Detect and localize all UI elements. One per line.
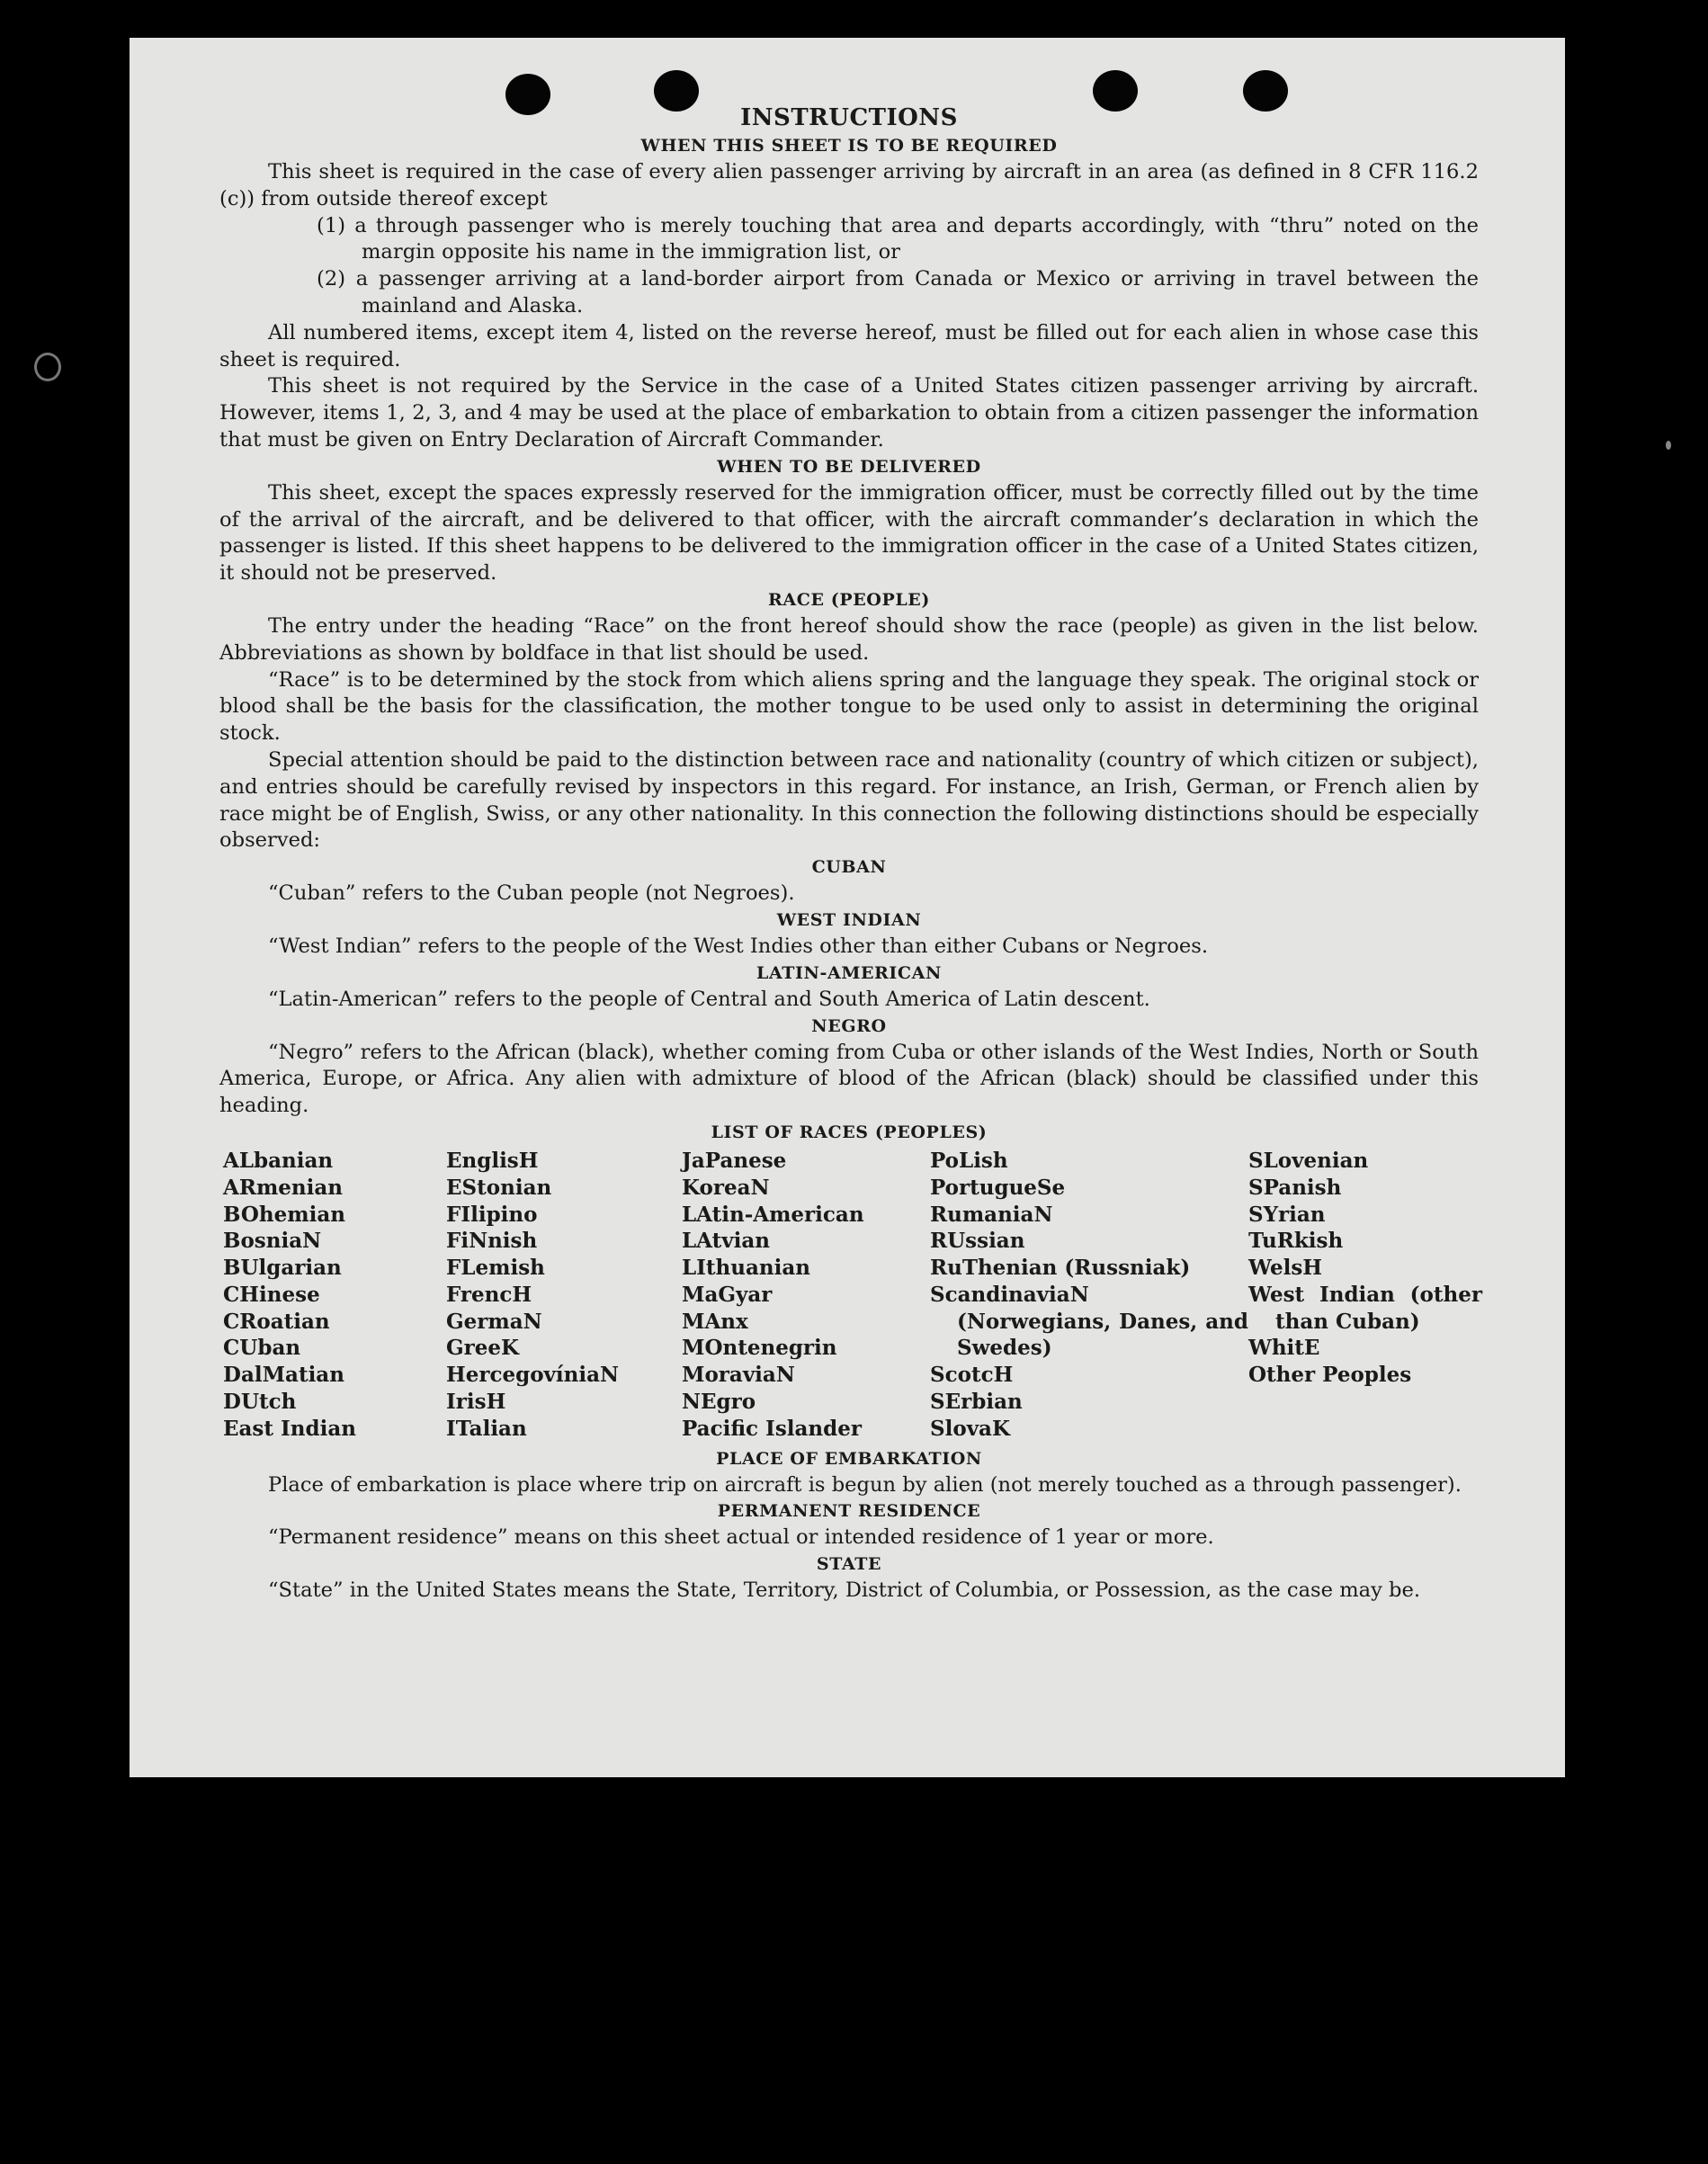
race-item: MoraviaN — [682, 1363, 795, 1388]
delivered-paragraph: This sheet, except the spaces expressly reserved for the immigration officer, must be correctly filled out by the time of the arrival of the aircraft, and be delivered to that officer, with the aircraft commander’s declaration in which the passenger is listed. If this sheet happens to be delivered to the immigration officer in the case of a United States citizen, it should not be preserved. — [219, 480, 1479, 586]
race-item: Pacific Islander — [682, 1416, 862, 1441]
race-item: DalMatian — [223, 1363, 344, 1388]
race-item: CUban — [223, 1336, 301, 1361]
required-item-2: (2) a passenger arriving at a land-border airport from Canada or Mexico or arriving in travel between the mainland and Alaska. — [317, 267, 1479, 317]
heading-state: STATE — [816, 1554, 882, 1575]
race-item: ScandinaviaN (Norwegians, Danes, and Swedes) — [930, 1282, 1248, 1361]
heading-latin-american: LATIN-AMERICAN — [756, 962, 942, 983]
required-intro: This sheet is required in the case of every alien passenger arriving by aircraft in an area (as defined in 8 CFR 116.2 (c)) from outside thereof except — [219, 160, 1479, 210]
race-item: ALbanian — [223, 1148, 334, 1173]
heading-cuban: CUBAN — [811, 857, 887, 878]
race-item: ScotcH — [930, 1363, 1014, 1388]
race-item: PortugueSe — [930, 1175, 1066, 1200]
race-item: RuThenian (Russniak) — [930, 1256, 1191, 1281]
heading-when-required: WHEN THIS SHEET IS TO BE REQUIRED — [640, 136, 1058, 156]
heading-race: RACE (PEOPLE) — [768, 589, 930, 610]
race-item: TuRkish — [1248, 1229, 1344, 1254]
race-item: ARmenian — [223, 1175, 344, 1200]
negro-definition: “Negro” refers to the African (black), whether coming from Cuba or other islands of the West Indies, North or South America, Europe, or Africa. Any alien with admixture of blood of the African (black) should be classified under this heading. — [219, 1040, 1479, 1118]
race-item: ITalian — [446, 1416, 527, 1441]
required-item-1: (1) a through passenger who is merely touching that area and departs accordingly, with “thru” noted on the margin opposite his name in the immigration list, or — [317, 213, 1479, 264]
races-list — [223, 1148, 1482, 1443]
race-item: WelsH — [1248, 1256, 1323, 1281]
required-paragraph-2: All numbered items, except item 4, listed on the reverse hereof, must be filled out for each alien in whose case this sheet is required. — [219, 320, 1479, 371]
race-item: PoLish — [930, 1148, 1008, 1173]
race-item: BosniaN — [223, 1229, 322, 1254]
race-item: LAtvian — [682, 1229, 770, 1254]
heading-place-of-embarkation: PLACE OF EMBARKATION — [716, 1448, 982, 1469]
heading-permanent-residence: PERMANENT RESIDENCE — [717, 1501, 981, 1522]
race-item: Other Peoples — [1248, 1363, 1412, 1388]
race-paragraph-1: The entry under the heading “Race” on the front hereof should show the race (people) as given in the list below. Abbreviations as shown by boldface in that list should be used. — [219, 613, 1479, 665]
race-item: East Indian — [223, 1416, 356, 1441]
embarkation-definition: Place of embarkation is place where trip on aircraft is begun by alien (not merely touched as a through passenger). — [268, 1472, 1462, 1497]
race-item: FLemish — [446, 1256, 545, 1281]
race-item: LAtin-American — [682, 1202, 864, 1227]
heading-negro: NEGRO — [811, 1015, 887, 1036]
races-column-2 — [446, 1148, 682, 1443]
race-paragraph-2: “Race” is to be determined by the stock from which aliens spring and the language they speak. The original stock or blood shall be the basis for the classification, the mother tongue to be used only to assist in determining the original stock. — [219, 667, 1479, 746]
races-column-5 — [1248, 1148, 1482, 1443]
scan-speck-right — [1666, 441, 1671, 450]
race-item: DUtch — [223, 1390, 297, 1415]
race-item: FIlipino — [446, 1202, 538, 1227]
race-item: SPanish — [1248, 1175, 1342, 1200]
heading-list-of-races: LIST OF RACES (PEOPLES) — [711, 1122, 988, 1142]
race-item: MAnx — [682, 1309, 748, 1334]
race-item: CRoatian — [223, 1309, 330, 1334]
race-item: MaGyar — [682, 1282, 773, 1307]
races-column-3 — [682, 1148, 930, 1443]
race-item: MOntenegrin — [682, 1336, 837, 1361]
state-definition: “State” in the United States means the State, Territory, District of Columbia, or Possession, as the case may be. — [268, 1578, 1421, 1603]
race-item: BUlgarian — [223, 1256, 342, 1281]
heading-when-delivered: WHEN TO BE DELIVERED — [717, 456, 981, 477]
race-item: West Indian (other than Cuban) — [1248, 1282, 1482, 1334]
race-item: LIthuanian — [682, 1256, 810, 1281]
race-item: EnglisH — [446, 1148, 539, 1173]
document-sheet — [130, 38, 1565, 1777]
latin-american-definition: “Latin-American” refers to the people of Central and South America of Latin descent. — [268, 987, 1150, 1011]
race-item: SErbian — [930, 1390, 1023, 1415]
cuban-definition: “Cuban” refers to the Cuban people (not Negroes). — [268, 881, 795, 906]
race-item: SLovenian — [1248, 1148, 1369, 1173]
page-title: INSTRUCTIONS — [740, 104, 958, 131]
race-item: IrisH — [446, 1390, 506, 1415]
race-item: SYrian — [1248, 1202, 1326, 1227]
residence-definition: “Permanent residence” means on this sheet actual or intended residence of 1 year or more. — [268, 1525, 1214, 1550]
race-item: JaPanese — [682, 1148, 787, 1173]
race-item: HercegovíniaN — [446, 1363, 620, 1388]
race-item: RUssian — [930, 1229, 1025, 1254]
race-item: KoreaN — [682, 1175, 770, 1200]
instructions-content — [219, 103, 1482, 1605]
race-paragraph-3: Special attention should be paid to the distinction between race and nationality (country of which citizen or subject), and entries should be carefully revised by inspectors in this regard. For instance, an Irish, German, or French alien by race might be of English, Swiss, or any other nationality. In this connection the following distinctions should be especially observed: — [219, 747, 1479, 853]
required-paragraph-3: This sheet is not required by the Service in the case of a United States citizen passenger arriving by aircraft. However, items 1, 2, 3, and 4 may be used at the place of embarkation to obtain from a citizen passenger the information that must be given on Entry Declaration of Aircraft Commander. — [219, 374, 1479, 452]
race-item: CHinese — [223, 1282, 320, 1307]
west-indian-definition: “West Indian” refers to the people of the West Indies other than either Cubans or Negroes. — [268, 934, 1209, 958]
race-item: BOhemian — [223, 1202, 345, 1227]
race-item: EStonian — [446, 1175, 552, 1200]
race-item: FrencH — [446, 1282, 532, 1307]
race-item: GreeK — [446, 1336, 520, 1361]
race-item: WhitE — [1248, 1336, 1320, 1361]
race-item: SlovaK — [930, 1416, 1010, 1441]
races-column-4 — [930, 1148, 1248, 1443]
scan-speck-left — [34, 353, 61, 381]
race-item: RumaniaN — [930, 1202, 1053, 1227]
heading-west-indian: WEST INDIAN — [776, 909, 922, 930]
races-column-1 — [223, 1148, 446, 1443]
race-item: GermaN — [446, 1309, 542, 1334]
race-item: NEgro — [682, 1390, 756, 1415]
race-item: FiNnish — [446, 1229, 538, 1254]
